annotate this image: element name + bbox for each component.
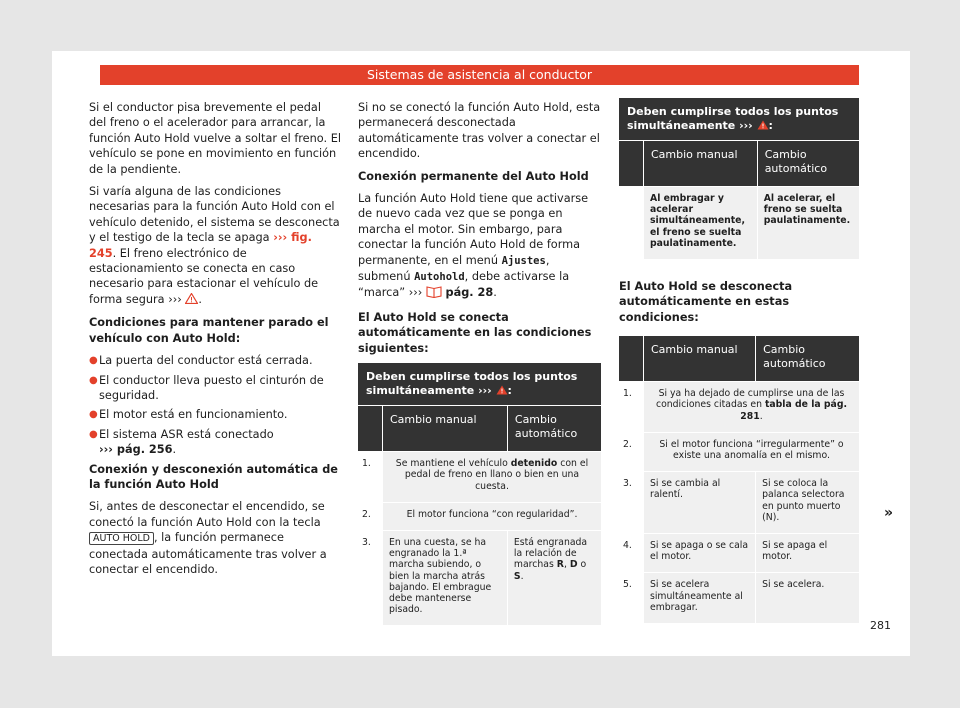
paragraph: La función Auto Hold tiene que activarse de nuevo cada vez que se ponga en marcha el motor. Sin embargo, para conectar la función Auto Hold de forma permanente, en el menú Ajustes, submenú Autohold, debe activarse la “marca” ››› pág. 28.	[358, 191, 601, 303]
table-title: Deben cumplirse todos los puntos simultáneamente ››› :	[619, 98, 859, 141]
table-row: 5. Si se acelera simultáneamente al embragar. Si se acelera.	[619, 573, 859, 623]
auto-hold-key: AUTO HOLD	[89, 532, 154, 545]
heading: Conexión y desconexión automática de la función Auto Hold	[89, 462, 338, 491]
col-auto: Cambio automático	[756, 336, 859, 382]
page-link[interactable]: pág. 28	[445, 286, 494, 300]
list-item: ● La puerta del conductor está cerrada.	[89, 354, 313, 368]
col-auto: Cambio automático	[507, 406, 601, 452]
page-link[interactable]: ››› pág. 256	[99, 443, 173, 457]
deactivation-table	[619, 335, 859, 623]
paragraph: Si el conductor pisa brevemente el pedal del freno o el acelerador para arrancar, la función Auto Hold vuelve a soltar el freno. El vehículo se pone en movimiento en función de la pendiente.	[89, 101, 341, 176]
figure-link[interactable]: ››› fig. 245	[89, 231, 312, 260]
warning-icon[interactable]	[757, 120, 769, 130]
conditions-table	[358, 363, 601, 625]
table-row: 1. Si ya ha dejado de cumplirse una de las condiciones citadas en tabla de la pág. 281.	[619, 382, 859, 433]
table-row: 3. En una cuesta, se ha engranado la 1.ª marcha subiendo, o bien la marcha atrás bajando. El embrague debe mantenerse pisado. Está engranada la relación de marchas R, D o S.	[358, 530, 601, 625]
table-row: Al embragar y acelerar simultáneamente, el freno se suelta paulatinamente. Al acelerar, el freno se suelta paulatinamente.	[619, 187, 859, 260]
paragraph: Si varía alguna de las condiciones necesarias para la función Auto Hold con el vehículo detenido, el sistema se desconecta y el testigo de la tecla se apaga ››› fig. 245. El freno electrónico de estacionamiento se conecta en caso necesario para estacionar el vehículo de forma segura ››› .	[89, 184, 341, 308]
continue-mark: »	[884, 505, 894, 521]
warning-icon[interactable]	[496, 385, 508, 395]
menu-autohold: Autohold	[414, 271, 465, 284]
table-row: 1. Se mantiene el vehículo detenido con el pedal de freno en llano o bien en una cuesta.	[358, 452, 601, 503]
warning-icon[interactable]	[185, 293, 198, 308]
heading: Conexión permanente del Auto Hold	[358, 169, 589, 183]
heading: El Auto Hold se conecta automáticamente en las condiciones siguientes:	[358, 310, 592, 355]
column-1	[89, 100, 341, 584]
list-item: ● El sistema ASR está conectado ››› pág. 256.	[89, 427, 274, 457]
heading: Condiciones para mantener parado el vehículo con Auto Hold:	[89, 316, 329, 345]
column-2	[358, 100, 601, 625]
col-manual: Cambio manual	[644, 141, 758, 187]
column-3	[619, 100, 859, 623]
col-manual: Cambio manual	[644, 336, 756, 382]
arrows: ›››	[168, 292, 182, 306]
list-item: ● El conductor lleva puesto el cinturón de seguridad.	[89, 373, 324, 402]
table-row: 2. El motor funciona “con regularidad”.	[358, 502, 601, 530]
conditions-table-release	[619, 98, 859, 259]
page-number: 281	[870, 619, 891, 632]
book-icon	[426, 285, 442, 302]
heading: El Auto Hold se desconecta automáticamente en estas condiciones:	[619, 280, 793, 324]
bullet-icon: ●	[89, 355, 98, 367]
paragraph: Si, antes de desconectar el encendido, se conectó la función Auto Hold con la tecla AUTO HOLD , la función permanece conectada automáticamente tras volver a conectar el encendido.	[89, 500, 327, 576]
table-row: 3. Si se cambia al ralentí. Si se coloca la palanca selectora en punto muerto (N).	[619, 472, 859, 534]
table-title: Deben cumplirse todos los puntos simultáneamente ››› :	[358, 363, 601, 406]
table-row: 4. Si se apaga o se cala el motor. Si se apaga el motor.	[619, 534, 859, 573]
list-item: ● El motor está en funcionamiento.	[89, 408, 288, 422]
section-header: Sistemas de asistencia al conductor	[100, 65, 859, 85]
col-auto: Cambio automático	[757, 141, 859, 187]
col-manual: Cambio manual	[383, 406, 508, 452]
paragraph: Si no se conectó la función Auto Hold, esta permanecerá desconectada automáticamente tras volver a conectar el encendido.	[358, 101, 601, 161]
bullet-icon: ●	[89, 374, 98, 386]
bullet-icon: ●	[89, 428, 98, 440]
table-row: 2. Si el motor funciona “irregularmente” o existe una anomalía en el mismo.	[619, 432, 859, 471]
menu-ajustes: Ajustes	[501, 254, 546, 267]
bullet-icon: ●	[89, 409, 98, 421]
